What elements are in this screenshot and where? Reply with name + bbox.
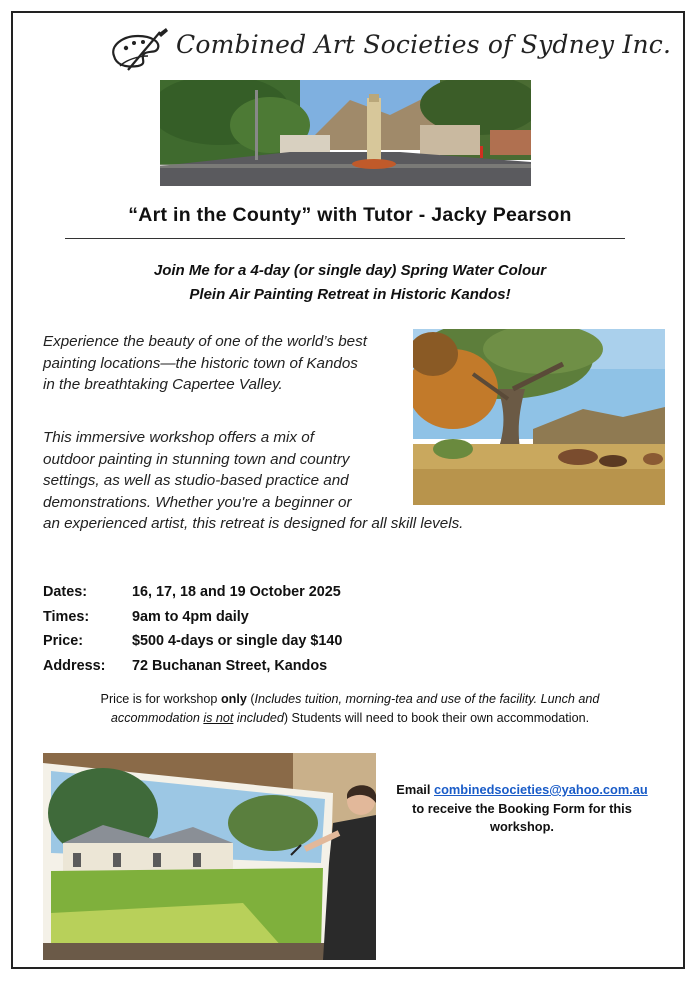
contact-prefix: Email [396, 782, 434, 797]
detail-label: Times: [43, 608, 90, 625]
workshop-line: settings, as well as studio-based practice and [43, 472, 349, 489]
note-accommodation: accommodation [110, 711, 204, 725]
note-text: Price is for workshop [100, 692, 221, 706]
email-link[interactable]: combinedsocieties@yahoo.com.au [433, 782, 648, 797]
detail-row-address [43, 654, 342, 679]
contact-line-2: to receive the Booking Form for this [412, 800, 632, 816]
intro-paragraph [43, 331, 367, 396]
workshop-line: This immersive workshop offers a mix of [43, 429, 314, 446]
detail-label: Address: [43, 657, 106, 674]
workshop-line: an experienced artist, this retreat is designed for all skill levels. [43, 515, 464, 532]
note-is-not: is not [203, 711, 234, 725]
detail-value: $500 4-days or single day $140 [132, 633, 343, 650]
note-text: ) Students will need to book their own accommodation. [283, 711, 590, 725]
detail-value: 72 Buchanan Street, Kandos [132, 657, 328, 674]
intro-line: Experience the beauty of one of the world’s best [43, 333, 367, 350]
detail-row-dates [43, 580, 342, 605]
detail-value: 16, 17, 18 and 19 October 2025 [132, 584, 341, 601]
subtitle-line-2: Plein Air Painting Retreat in Historic Kandos! [189, 286, 511, 303]
workshop-line: outdoor painting in stunning town and country [43, 450, 350, 468]
detail-label: Dates: [43, 584, 87, 601]
price-note-line-1 [0, 690, 700, 709]
note-includes: Includes tuition, morning-tea and use of the facility. Lunch and [254, 692, 600, 706]
event-details [43, 580, 342, 678]
workshop-line: demonstrations. Whether you're a beginner or [43, 493, 352, 511]
detail-label: Price: [43, 633, 83, 650]
note-text: ( [246, 692, 255, 706]
org-logo [108, 26, 672, 74]
contact-line-1 [372, 781, 672, 800]
intro-line: painting locations—the historic town of Kandos [43, 354, 358, 372]
page-title: “Art in the County” with Tutor - Jacky Pearson [128, 204, 572, 226]
palette-brush-icon [108, 26, 178, 74]
price-note [0, 690, 700, 728]
booking-contact [372, 781, 672, 837]
title-divider [65, 238, 625, 239]
kandos-main-street-photo [160, 80, 531, 186]
workshop-paragraph [43, 427, 463, 535]
contact-line-3: workshop. [490, 819, 554, 834]
detail-row-times [43, 605, 342, 630]
org-name: Combined Art Societies of Sydney Inc. [176, 30, 672, 59]
detail-value: 9am to 4pm daily [132, 608, 249, 625]
intro-line: in the breathtaking Capertee Valley. [43, 376, 283, 393]
note-only: only [220, 692, 247, 706]
note-included: included [233, 711, 284, 725]
jacky-pearson-painting-at-easel-photo [43, 753, 376, 960]
detail-row-price [43, 629, 342, 654]
subtitle-line-1: Join Me for a 4-day (or single day) Spring Water Colour [153, 262, 547, 279]
price-note-line-2 [0, 709, 700, 728]
